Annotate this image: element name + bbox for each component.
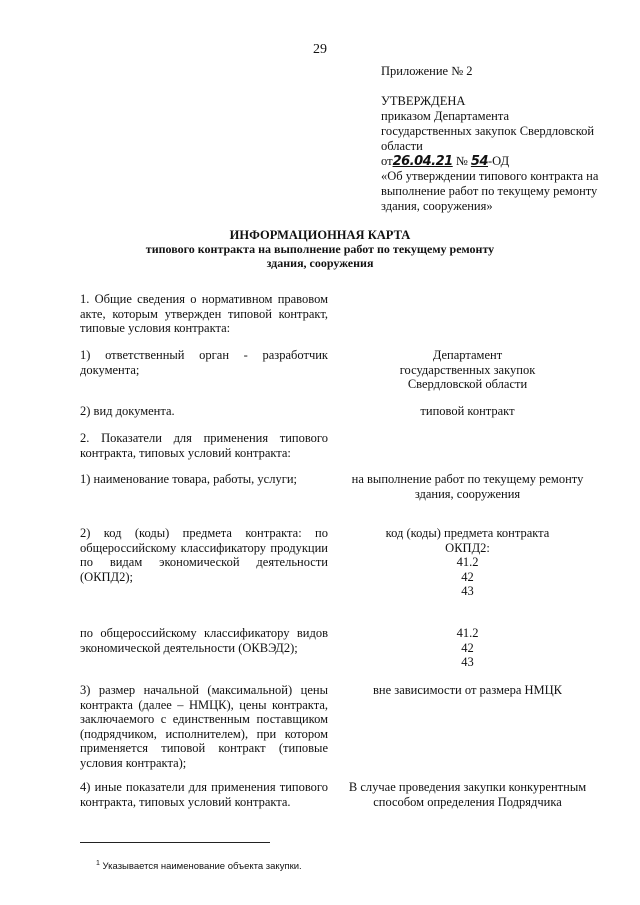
- approval-block: [381, 64, 621, 214]
- row-left: 4) иные показатели для применения типового контракта, типовых условий контракта.: [80, 780, 328, 809]
- footnote: [96, 860, 302, 872]
- handwritten-number: 54: [470, 154, 488, 169]
- row-left: 1) наименование товара, работы, услуги;: [80, 472, 298, 486]
- title-sub: здания, сооружения: [266, 256, 374, 270]
- row-right: код (коды) предмета контракта ОКПД2: 41.2 42 43: [385, 526, 550, 598]
- row-right: на выполнение работ по текущему ремонту здания, сооружения: [351, 472, 584, 501]
- appendix-label: Приложение № 2: [381, 64, 473, 78]
- subject-line: «Об утверждении типового контракта на: [381, 169, 599, 183]
- subject-line: выполнение работ по текущему ремонту: [381, 184, 598, 198]
- handwritten-date: 26.04.21: [392, 154, 453, 169]
- row-right: Департамент государственных закупок Свердловской области: [399, 348, 536, 391]
- footnote-text: Указывается наименование объекта закупки.: [102, 861, 302, 873]
- order-date-number: от26.04.21 № 54-ОД: [381, 154, 510, 169]
- row-left: по общероссийскому классификатору видов экономической деятельности (ОКВЭД2);: [80, 626, 328, 655]
- document-title: [0, 228, 640, 270]
- approved-label: УТВЕРЖДЕНА: [381, 94, 466, 108]
- row-right: 41.2 42 43: [456, 626, 479, 669]
- row-right: типовой контракт: [420, 404, 515, 418]
- title-sub: типового контракта на выполнение работ по текущему ремонту: [145, 242, 495, 256]
- row-right: В случае проведения закупки конкурентным способом определения Подрядчика: [348, 780, 587, 809]
- section-heading: 1. Общие сведения о нормативном правовом акте, которым утвержден типовой контракт, типовые условия контракта:: [80, 292, 328, 335]
- title-main: ИНФОРМАЦИОННАЯ КАРТА: [229, 228, 411, 242]
- row-left: 1) ответственный орган - разработчик документа;: [80, 348, 328, 377]
- page-number: 29: [313, 42, 327, 57]
- order-line: приказом Департамента: [381, 109, 509, 123]
- footnote-mark: 1: [96, 860, 100, 867]
- order-line: государственных закупок Свердловской: [381, 124, 595, 138]
- footnote-divider: [80, 842, 270, 843]
- row-right: вне зависимости от размера НМЦК: [373, 683, 562, 697]
- row-left: 3) размер начальной (максимальной) цены контракта (далее – НМЦК), цены контракта, заключаемого с единственным поставщиком (подрядчиком, исполнителем), при котором применяется типовой контракт (типовые условия контракта);: [80, 683, 328, 770]
- order-line: области: [381, 139, 423, 153]
- subject-line: здания, сооружения»: [381, 199, 493, 213]
- section-heading: 2. Показатели для применения типового контракта, типовых условий контракта:: [80, 431, 328, 460]
- row-left: 2) код (коды) предмета контракта: по общероссийскому классификатору продукции по видам экономической деятельности (ОКПД2);: [80, 526, 328, 584]
- row-left: 2) вид документа.: [80, 404, 175, 418]
